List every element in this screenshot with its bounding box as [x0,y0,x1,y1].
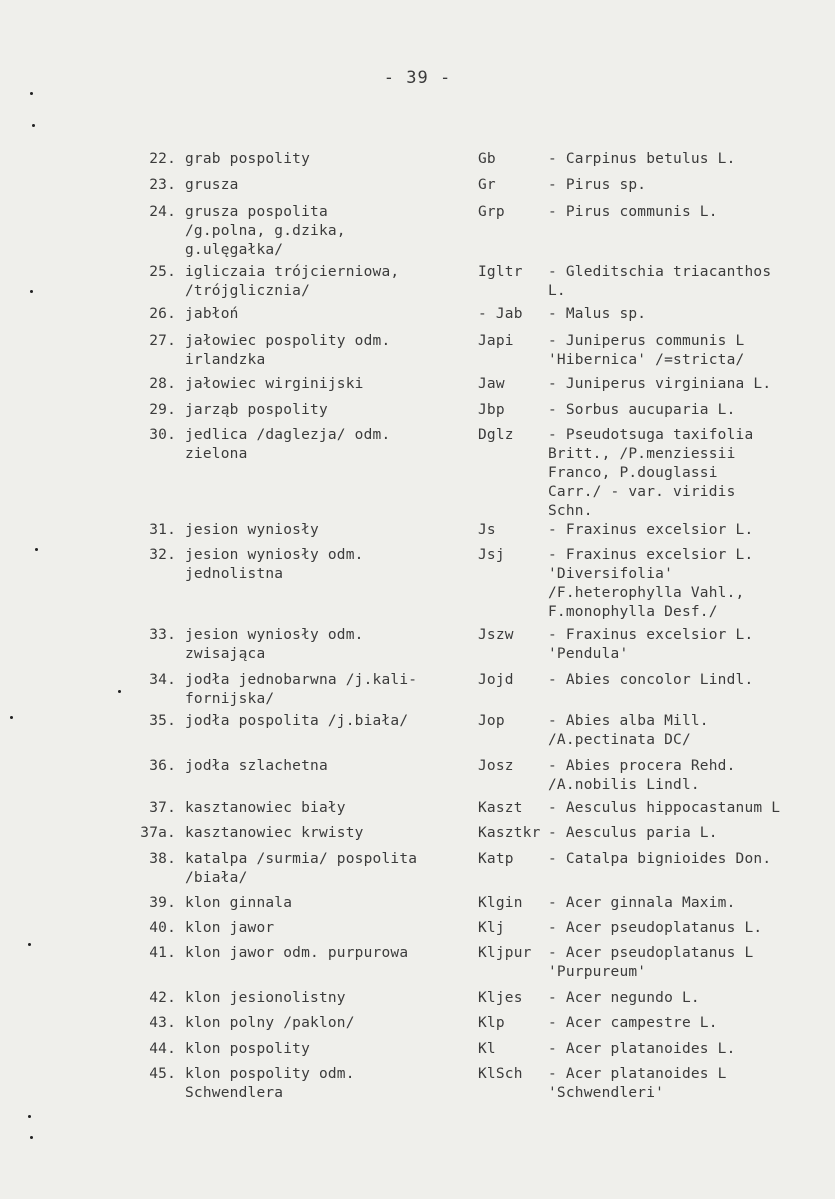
abbreviation: Jbp [478,402,505,418]
latin-name: - Acer ginnala Maxim. [548,895,736,911]
latin-name: - Pirus sp. [548,177,647,193]
latin-name: - Malus sp. [548,306,647,322]
entry-number: 37a. [140,825,176,841]
polish-name: kasztanowiec krwisty [185,825,364,841]
abbreviation: Js [478,522,496,538]
polish-name: klon jawor [185,920,275,936]
abbreviation: Kaszt [478,800,523,816]
latin-name: - Acer pseudoplatanus L. [548,920,763,936]
margin-speck [118,690,121,693]
polish-name: klon pospolity odm. Schwendlera [185,1066,355,1101]
entry-number: 37. [149,800,176,816]
polish-name: jedlica /daglezja/ odm. zielona [185,427,391,462]
latin-name: - Acer platanoides L. [548,1041,736,1057]
latin-name: - Abies concolor Lindl. [548,672,754,688]
latin-name: - Acer pseudoplatanus L 'Purpureum' [548,945,754,980]
entry-number: 28. [149,376,176,392]
abbreviation: Klp [478,1015,505,1031]
entry-number: 34. [149,672,176,688]
entry-number: 43. [149,1015,176,1031]
abbreviation: KlSch [478,1066,523,1082]
entry-number: 38. [149,851,176,867]
abbreviation: Gr [478,177,496,193]
entry-number: 31. [149,522,176,538]
latin-name: - Pseudotsuga taxifolia Britt., /P.menziessii Franco, P.douglassi Carr./ - var. viridis Schn. [548,427,754,519]
latin-name: - Fraxinus excelsior L. [548,522,754,538]
polish-name: grab pospolity [185,151,311,167]
abbreviation: Klgin [478,895,523,911]
entry-number: 27. [149,333,176,349]
entry-number: 41. [149,945,176,961]
entry-number: 35. [149,713,176,729]
page-number: - 39 - [383,68,452,88]
margin-speck [35,548,38,551]
polish-name: grusza [185,177,239,193]
entry-number: 39. [149,895,176,911]
polish-name: klon pospolity [185,1041,311,1057]
entry-number: 24. [149,204,176,220]
entry-number: 42. [149,990,176,1006]
latin-name: - Abies procera Rehd. /A.nobilis Lindl. [548,758,736,793]
abbreviation: Kl [478,1041,496,1057]
polish-name: jarząb pospolity [185,402,328,418]
margin-speck [30,92,33,95]
polish-name: jałowiec pospolity odm. irlandzka [185,333,391,368]
latin-name: - Juniperus virginiana L. [548,376,772,392]
latin-name: - Fraxinus excelsior L. 'Pendula' [548,627,754,662]
abbreviation: Klj [478,920,505,936]
entry-number: 30. [149,427,176,443]
polish-name: grusza pospolita /g.polna, g.dzika, g.ulęgałka/ [185,204,346,258]
abbreviation: Jsj [478,547,505,563]
abbreviation: Jop [478,713,505,729]
polish-name: jesion wyniosły [185,522,319,538]
latin-name: - Pirus communis L. [548,204,718,220]
entry-number: 33. [149,627,176,643]
latin-name: - Aesculus hippocastanum L [548,800,781,816]
abbreviation: Kasztkr [478,825,541,841]
abbreviation: Kljes [478,990,523,1006]
entry-number: 32. [149,547,176,563]
polish-name: klon ginnala [185,895,293,911]
entry-number: 36. [149,758,176,774]
entry-number: 22. [149,151,176,167]
abbreviation: - Jab [478,306,523,322]
latin-name: - Acer campestre L. [548,1015,718,1031]
abbreviation: Josz [478,758,514,774]
abbreviation: Igltr [478,264,523,280]
polish-name: jałowiec wirginijski [185,376,364,392]
polish-name: jodła pospolita /j.biała/ [185,713,409,729]
margin-speck [28,943,31,946]
latin-name: - Acer platanoides L 'Schwendleri' [548,1066,727,1101]
margin-speck [10,716,13,719]
abbreviation: Jaw [478,376,505,392]
latin-name: - Fraxinus excelsior L. 'Diversifolia' /F.heterophylla Vahl., F.monophylla Desf./ [548,547,754,620]
entry-number: 25. [149,264,176,280]
margin-speck [30,1136,33,1139]
latin-name: - Juniperus communis L 'Hibernica' /=stricta/ [548,333,745,368]
polish-name: jabłoń [185,306,239,322]
margin-speck [28,1115,31,1118]
abbreviation: Grp [478,204,505,220]
abbreviation: Gb [478,151,496,167]
abbreviation: Dglz [478,427,514,443]
latin-name: - Aesculus paria L. [548,825,718,841]
margin-speck [32,124,35,127]
abbreviation: Katp [478,851,514,867]
entry-number: 26. [149,306,176,322]
polish-name: katalpa /surmia/ pospolita /biała/ [185,851,418,886]
abbreviation: Kljpur [478,945,532,961]
abbreviation: Japi [478,333,514,349]
polish-name: igliczaia trójcierniowa, /trójglicznia/ [185,264,400,299]
entry-number: 40. [149,920,176,936]
polish-name: klon jawor odm. purpurowa [185,945,409,961]
entry-number: 45. [149,1066,176,1082]
latin-name: - Catalpa bignioides Don. [548,851,772,867]
polish-name: jodła szlachetna [185,758,328,774]
latin-name: - Carpinus betulus L. [548,151,736,167]
polish-name: klon polny /paklon/ [185,1015,355,1031]
polish-name: jesion wyniosły odm. jednolistna [185,547,364,582]
polish-name: jesion wyniosły odm. zwisająca [185,627,364,662]
polish-name: jodła jednobarwna /j.kali- fornijska/ [185,672,418,707]
entry-number: 29. [149,402,176,418]
polish-name: klon jesionolistny [185,990,346,1006]
margin-speck [30,290,33,293]
latin-name: - Abies alba Mill. /A.pectinata DC/ [548,713,709,748]
abbreviation: Jojd [478,672,514,688]
latin-name: - Sorbus aucuparia L. [548,402,736,418]
entry-number: 44. [149,1041,176,1057]
latin-name: - Acer negundo L. [548,990,700,1006]
abbreviation: Jszw [478,627,514,643]
entry-number: 23. [149,177,176,193]
latin-name: - Gleditschia triacanthos L. [548,264,772,299]
polish-name: kasztanowiec biały [185,800,346,816]
